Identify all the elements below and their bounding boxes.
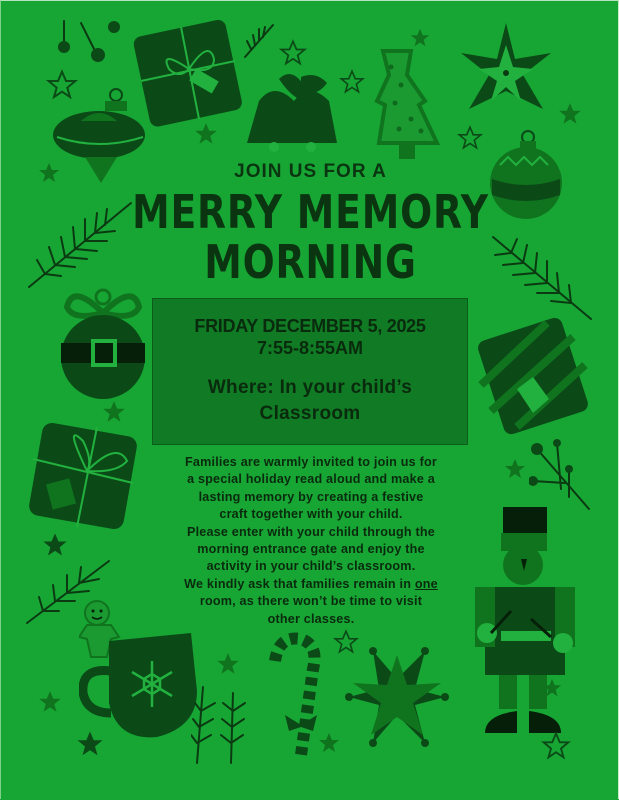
star-icon: [317, 731, 341, 755]
description-line: [141, 576, 481, 593]
star-icon: [541, 677, 563, 699]
origami-star-icon: [345, 645, 449, 749]
event-location-line-1: Where: In your child’s: [207, 377, 413, 398]
title-line-2: MORNING: [204, 235, 417, 289]
pine-branch-icon: [243, 21, 283, 61]
star-icon: [193, 121, 219, 147]
description-line: Please enter with your child through the: [186, 524, 435, 539]
event-description: [141, 454, 481, 628]
star-icon: [41, 531, 69, 559]
star-icon: [37, 689, 63, 715]
event-date: FRIDAY DECEMBER 5, 2025: [194, 316, 426, 336]
star-icon: [75, 729, 105, 759]
origami-star-icon: [451, 23, 561, 123]
description-line: lasting memory by creating a festive: [198, 489, 424, 504]
title-line-1: MERRY MEMORY: [132, 185, 489, 239]
description-line: Families are warmly invited to join us for: [185, 455, 437, 469]
description-line: a special holiday read aloud and make a: [187, 472, 435, 487]
event-location-line-2: Classroom: [259, 403, 361, 424]
bells-icon: [239, 71, 349, 161]
star-icon: [457, 125, 483, 151]
pine-branch-icon: [191, 683, 247, 765]
star-icon: [503, 457, 527, 481]
star-icon: [279, 39, 307, 67]
description-line: activity in your child’s classroom.: [206, 559, 416, 574]
event-details-box: [152, 298, 468, 445]
star-icon: [215, 651, 241, 677]
santa-belt-ornament-icon: [55, 283, 151, 401]
berries-icon: [529, 439, 593, 513]
snowflake-icon: [127, 659, 177, 709]
candy-cane-icon: [263, 631, 323, 759]
nutcracker-icon: [471, 503, 581, 753]
description-line: morning entrance gate and enjoy the: [197, 542, 425, 557]
description-line: craft together with your child.: [219, 507, 403, 522]
gift-box-icon: [25, 419, 141, 533]
event-time: 7:55-8:55AM: [256, 338, 364, 358]
berries-icon: [56, 19, 126, 69]
christmas-tree-cookie-icon: [371, 45, 443, 163]
intro-heading: JOIN US FOR A: [234, 161, 387, 182]
striped-gift-icon: [477, 315, 589, 437]
underlined-word: one: [414, 576, 438, 591]
description-line: other classes.: [267, 611, 355, 626]
star-icon: [541, 731, 571, 761]
description-line: room, as there won’t be time to visit: [199, 594, 423, 609]
description-text: We kindly ask that families remain in: [184, 576, 415, 591]
